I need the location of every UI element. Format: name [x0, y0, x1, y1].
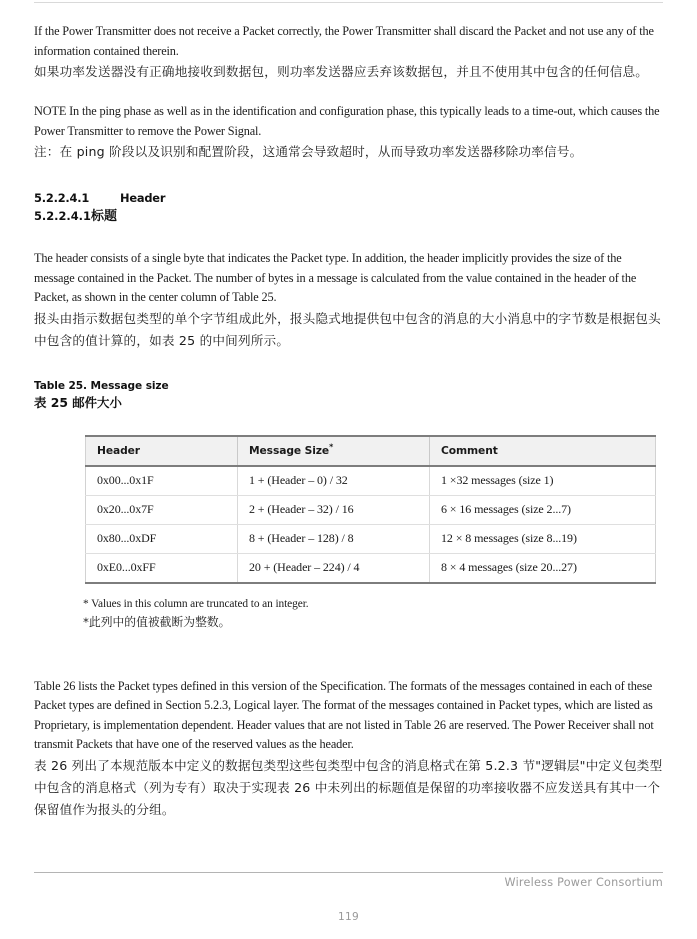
section-number-english: 5.2.2.4.1 [34, 191, 90, 205]
table-row [86, 553, 656, 583]
page-content [34, 22, 664, 821]
cell-header: 0x80...0xDF [86, 524, 238, 553]
table-row [86, 495, 656, 524]
cell-message-size: 8 + (Header – 128) / 8 [238, 524, 430, 553]
note-paragraph-chinese: 注：在 ping 阶段以及识别和配置阶段，这通常会导致超时，从而导致功率发送器移除功率信号。 [34, 144, 583, 159]
table-row [86, 524, 656, 553]
footer-brand: Wireless Power Consortium [504, 876, 663, 889]
paragraph-1-chinese: 如果功率发送器没有正确地接收到数据包，则功率发送器应丢弃该数据包，并且不使用其中包含的任何信息。 [34, 64, 649, 79]
section-heading-chinese [34, 207, 664, 226]
spacer [34, 163, 664, 182]
spacer [34, 226, 664, 245]
page-top-rule [34, 2, 663, 3]
table-caption-chinese-title: 邮件大小 [72, 394, 122, 410]
table-header-row [86, 436, 656, 466]
cell-comment: 1 ×32 messages (size 1) [430, 466, 656, 496]
column-header-header: Header [86, 436, 238, 466]
cell-header: 0x20...0x7F [86, 495, 238, 524]
cell-comment: 8 × 4 messages (size 20...27) [441, 560, 577, 574]
section-title-chinese: 标题 [90, 209, 117, 224]
spacer [34, 631, 664, 650]
column-header-comment: Comment [430, 436, 656, 466]
table-footnote [83, 596, 664, 631]
cell-header: 0xE0...0xFF [86, 553, 238, 583]
spacer [34, 371, 664, 379]
cell-message-size: 20 + (Header – 224) / 4 [238, 553, 430, 583]
section-number-chinese: 5.2.2.4.1 [34, 209, 91, 223]
table-caption-chinese [34, 394, 664, 412]
paragraph-3-english: The header consists of a single byte that indicates the Packet type. In addition, the header implicitly provides the size of the message contained in the Packet. The number of bytes in a message is calculated from the value contained in the header of the Packet, as shown in the center column of Table 25. [34, 251, 637, 304]
cell-header: 0x00...0x1F [86, 466, 238, 496]
section-heading-english [34, 190, 664, 207]
message-size-table [85, 435, 656, 584]
cell-comment: 6 × 16 messages (size 2...7) [430, 495, 656, 524]
spacer [34, 650, 664, 669]
table-row [86, 466, 656, 496]
cell-message-size: 2 + (Header – 32) / 16 [238, 495, 430, 524]
page-number: 119 [337, 911, 360, 923]
paragraph-4-english: Table 26 lists the Packet types defined in this version of the Specification. The formats of the messages contained in each of these Packet types are defined in Section 5.2.3, Logical layer. The format of the messages contained in Packet types, which are listed as Proprietary, is implementation dependent. Header values that are not listed in Table 26 are reserved. The Power Receiver shall not transmit Packets that have one of the reserved values as the header. [34, 678, 654, 751]
cell-comment: 12 × 8 messages (size 8...19) [430, 524, 656, 553]
spacer [34, 83, 664, 102]
footer-rule [34, 872, 663, 873]
table-footnote-chinese: *此列中的值被截断为整数。 [83, 614, 231, 629]
paragraph-3-chinese: 报头由指示数据包类型的单个字节组成此外，报头隐式地提供包中包含的消息的大小消息中的字节数是根据包头中包含的值计算的，如表 25 的中间列所示。 [34, 310, 661, 348]
paragraph-1-english: If the Power Transmitter does not receive a Packet correctly, the Power Transmitter shall discard the Packet and not use any of the information contained therein. [34, 24, 654, 58]
spacer [34, 412, 664, 431]
table-caption-english: Table 25. Message size [34, 379, 169, 392]
spacer [34, 352, 664, 371]
section-title-english: Header [120, 191, 166, 205]
footnote-marker-icon: * [329, 442, 334, 452]
column-header-message-size-label: Message Size [249, 444, 330, 457]
message-size-table-wrapper [85, 435, 655, 584]
table-footnote-english: * Values in this column are truncated to an integer. [83, 597, 309, 610]
note-paragraph-english: NOTE In the ping phase as well as in the identification and configuration phase, this typically leads to a time-out, which causes the Power Transmitter to remove the Power Signal. [34, 104, 660, 138]
cell-message-size: 1 + (Header – 0) / 32 [238, 466, 430, 496]
spacer [34, 182, 664, 190]
column-header-message-size [238, 436, 430, 466]
paragraph-4-chinese: 表 26 列出了本规范版本中定义的数据包类型这些包类型中包含的消息格式在第 5.2.3 节"逻辑层"中定义包类型中包含的消息格式（列为专有）取决于实现表 26 中未列出的标题值是保留的功率接收器不应发送具有其中一个保留值作为报头的分组。 [34, 757, 663, 817]
table-caption-chinese-label: 表 25 [34, 394, 68, 410]
spacer [34, 669, 664, 677]
